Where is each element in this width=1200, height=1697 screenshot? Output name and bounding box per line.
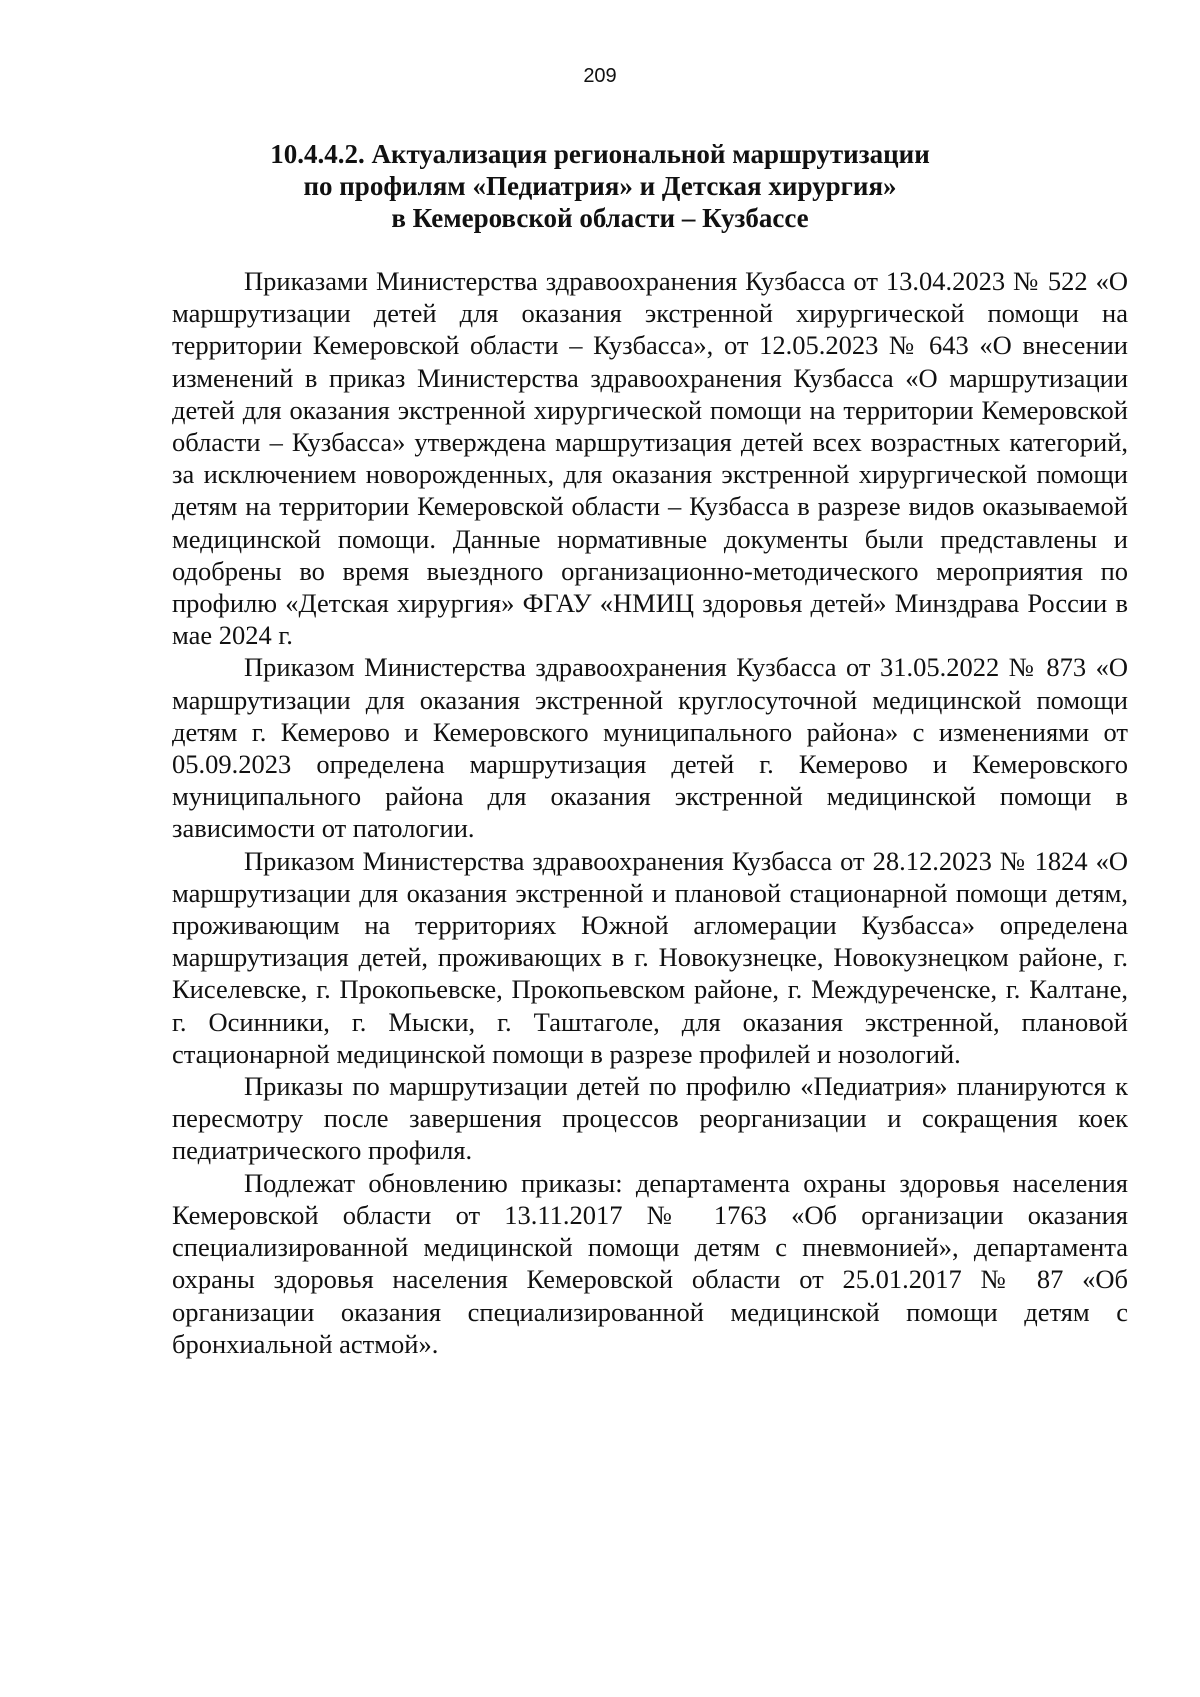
heading-line-3: в Кемеровской области – Кузбассе xyxy=(391,203,809,233)
paragraph-2: Приказом Министерства здравоохранения Кузбасса от 31.05.2022 № 873 «О маршрутизации для оказания экстренной круглосуточной медицинской помощи детям г. Кемерово и Кемеровского муниципального района» с изменениями от 05.09.2023 определена маршрутизация детей г. Кемерово и Кемеровского муниципального района для оказания экстренной медицинской помощи в зависимости от патологии. xyxy=(172,652,1128,844)
heading-line-2: по профилям «Педиатрия» и Детская хирургия» xyxy=(303,171,897,201)
section-heading xyxy=(172,138,1028,234)
paragraph-4: Приказы по маршрутизации детей по профилю «Педиатрия» планируются к пересмотру после завершения процессов реорганизации и сокращения коек педиатрического профиля. xyxy=(172,1071,1128,1166)
paragraph-5: Подлежат обновлению приказы: департамента охраны здоровья населения Кемеровской области от 13.11.2017 № 1763 «Об организации оказания специализированной медицинской помощи детям с пневмонией», департамента охраны здоровья населения Кемеровской области от 25.01.2017 № 87 «Об организации оказания специализированной медицинской помощи детям с бронхиальной астмой». xyxy=(172,1167,1128,1359)
page-number: 209 xyxy=(583,65,617,87)
heading-line-1: 10.4.4.2. Актуализация региональной маршрутизации xyxy=(270,139,930,169)
paragraph-1: Приказами Министерства здравоохранения Кузбасса от 13.04.2023 № 522 «О маршрутизации детей для оказания экстренной хирургической помощи на территории Кемеровской области – Кузбасса», от 12.05.2023 № 643 «О внесении изменений в приказ Министерства здравоохранения Кузбасса «О маршрутизации детей для оказания экстренной хирургической помощи на территории Кемеровской области – Кузбасса» утверждена маршрутизация детей всех возрастных категорий, за исключением новорожденных, для оказания экстренной хирургической помощи детям на территории Кемеровской области – Кузбасса в разрезе видов оказываемой медицинской помощи. Данные нормативные документы были представлены и одобрены во время выездного организационно-методического мероприятия по профилю «Детская хирургия» ФГАУ «НМИЦ здоровья детей» Минздрава России в мае 2024 г. xyxy=(172,266,1128,651)
paragraph-3: Приказом Министерства здравоохранения Кузбасса от 28.12.2023 № 1824 «О маршрутизации для оказания экстренной и плановой стационарной помощи детям, проживающим на территориях Южной агломерации Кузбасса» определена маршрутизация детей, проживающих в г. Новокузнецке, Новокузнецком районе, г. Киселевске, г. Прокопьевске, Прокопьевском районе, г. Междуреченске, г. Калтане, г. Осинники, г. Мыски, г. Таштаголе, для оказания экстренной, плановой стационарной медицинской помощи в разрезе профилей и нозологий. xyxy=(172,845,1128,1069)
body-text xyxy=(172,265,1128,1360)
